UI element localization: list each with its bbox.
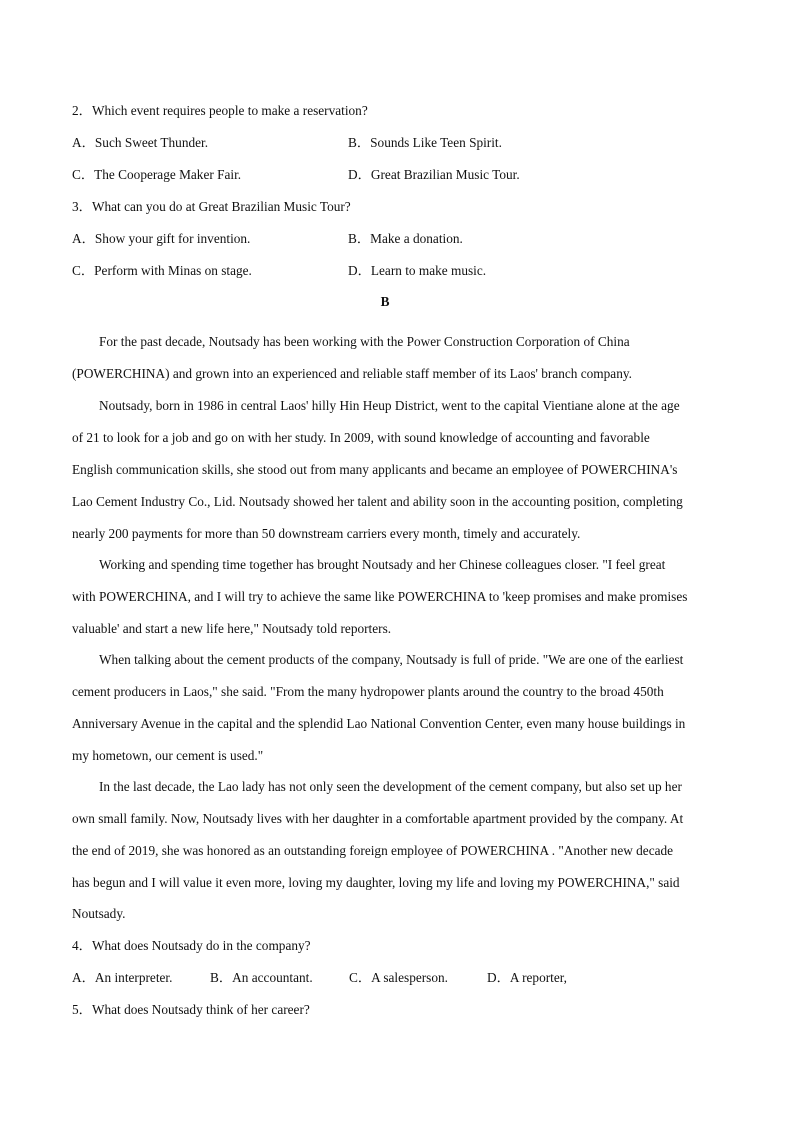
passage-line: Noutsady, born in 1986 in central Laos' hilly Hin Heup District, went to the capital Vientiane alone at the age — [99, 398, 680, 413]
passage-line: When talking about the cement products of the company, Noutsady is full of pride. "We are one of the earliest — [99, 652, 684, 667]
question-4-option-d: D．A reporter, — [487, 970, 567, 985]
section-title: B — [380, 294, 390, 309]
passage-line: the end of 2019, she was honored as an outstanding foreign employee of POWERCHINA . "Another new decade — [72, 843, 674, 858]
question-4-option-c: C．A salesperson. — [349, 970, 448, 985]
passage-line: English communication skills, she stood out from many applicants and became an employee of POWERCHINA's — [72, 462, 678, 477]
passage-line: my hometown, our cement is used." — [72, 748, 264, 763]
question-3-option-a: A．Show your gift for invention. — [72, 231, 251, 246]
question-2-option-b: B．Sounds Like Teen Spirit. — [348, 135, 502, 150]
passage-line: (POWERCHINA) and grown into an experienced and reliable staff member of its Laos' branch company. — [72, 366, 632, 381]
question-2-option-a: A．Such Sweet Thunder. — [72, 135, 209, 150]
passage-line: valuable' and start a new life here," Noutsady told reporters. — [72, 621, 392, 636]
question-3-option-b: B．Make a donation. — [348, 231, 463, 246]
question-2-option-c: C．The Cooperage Maker Fair. — [72, 167, 242, 182]
question-2-stem: 2．Which event requires people to make a reservation? — [72, 103, 368, 118]
passage-line: cement producers in Laos," she said. "From the many hydropower plants around the country to the broad 450th — [72, 684, 664, 699]
passage-line: of 21 to look for a job and go on with her study. In 2009, with sound knowledge of accounting and favorable — [72, 430, 650, 445]
question-4-option-a: A．An interpreter. — [72, 970, 173, 985]
passage-line: nearly 200 payments for more than 50 downstream carriers every month, timely and accurately. — [72, 526, 581, 541]
passage-line: own small family. Now, Noutsady lives with her daughter in a comfortable apartment provided by the company. At — [72, 811, 684, 826]
passage-line: Lao Cement Industry Co., Lid. Noutsady showed her talent and ability soon in the accounting position, completing — [72, 494, 683, 509]
passage-line: Anniversary Avenue in the capital and the splendid Lao National Convention Center, even many house buildings in — [72, 716, 686, 731]
question-2-option-d: D．Great Brazilian Music Tour. — [348, 167, 520, 182]
question-3-stem: 3．What can you do at Great Brazilian Music Tour? — [72, 199, 351, 214]
passage-line: with POWERCHINA, and I will try to achieve the same like POWERCHINA to 'keep promises and make promises — [72, 589, 688, 604]
passage-line: Noutsady. — [72, 906, 126, 921]
question-4-option-b: B．An accountant. — [210, 970, 313, 985]
question-5-stem: 5．What does Noutsady think of her career? — [72, 1002, 310, 1017]
passage-line: has begun and I will value it even more, loving my daughter, loving my life and loving my POWERCHINA," said — [72, 875, 680, 890]
passage-line: In the last decade, the Lao lady has not only seen the development of the cement company, but also set up her — [99, 779, 682, 794]
question-3-option-d: D．Learn to make music. — [348, 263, 487, 278]
question-3-option-c: C．Perform with Minas on stage. — [72, 263, 252, 278]
question-4-stem: 4．What does Noutsady do in the company? — [72, 938, 311, 953]
passage-line: Working and spending time together has brought Noutsady and her Chinese colleagues closer. "I feel great — [99, 557, 666, 572]
passage-line: For the past decade, Noutsady has been working with the Power Construction Corporation of China — [99, 334, 630, 349]
